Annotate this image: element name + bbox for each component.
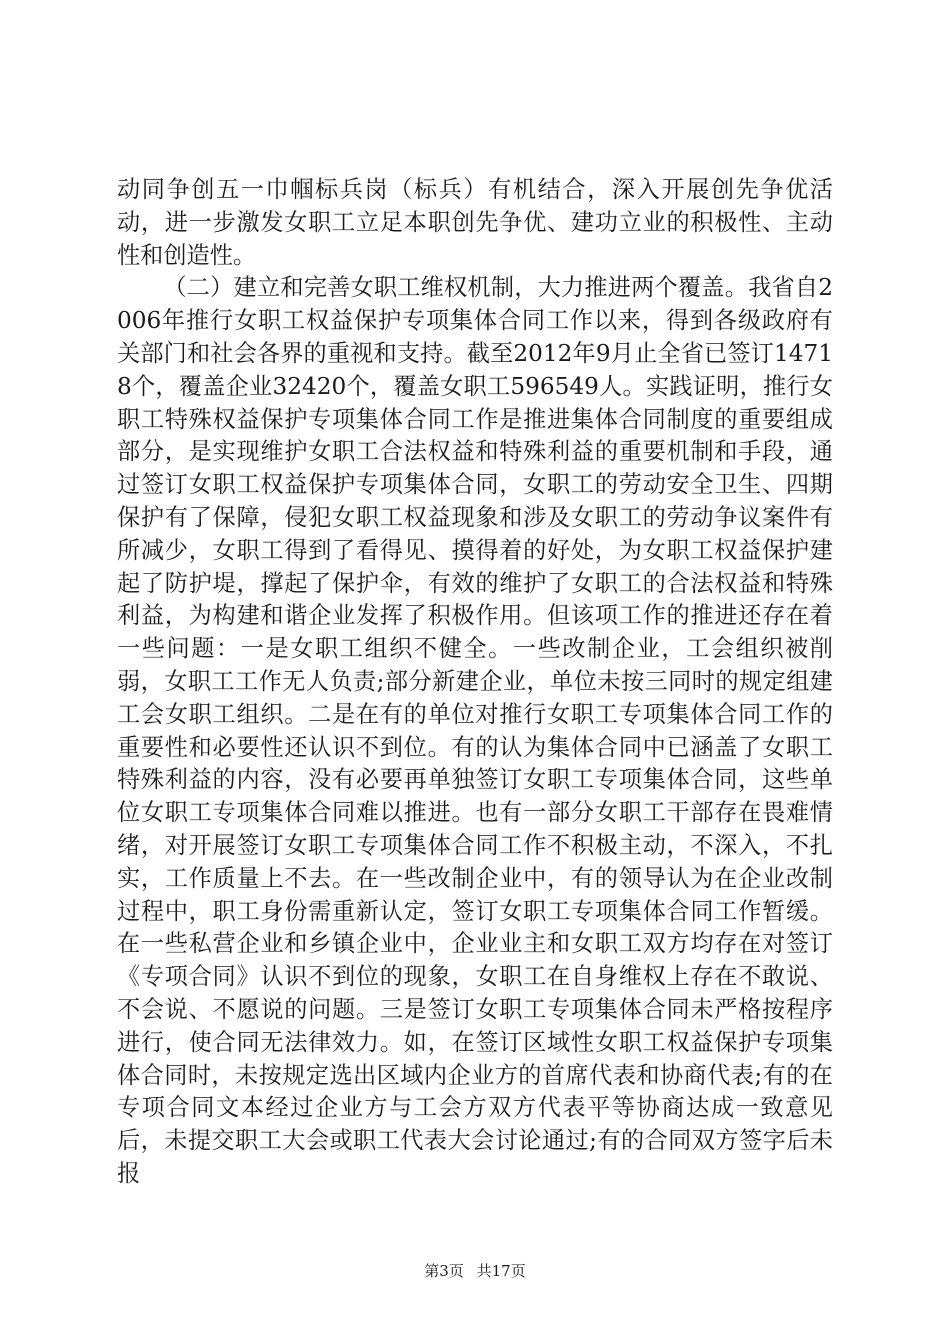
page-number-current: 第3页 bbox=[424, 1262, 464, 1280]
document-body bbox=[117, 174, 833, 1191]
paragraph-continuation: 动同争创五一巾帼标兵岗（标兵）有机结合，深入开展创先争优活动，进一步激发女职工立足本职创先争优、建功立业的积极性、主动性和创造性。 bbox=[117, 176, 833, 269]
page-footer bbox=[0, 1260, 950, 1281]
paragraph-section-two: （二）建立和完善女职工维权机制，大力推进两个覆盖。我省自2006年推行女职工权益保护专项集体合同工作以来，得到各级政府有关部门和社会各界的重视和支持。截至2012年9月止全省已签订14718个，覆盖企业32420个，覆盖女职工596549人。实践证明，推行女职工特殊权益保护专项集体合同工作是推进集体合同制度的重要组成部分，是实现维护女职工合法权益和特殊利益的重要机制和手段，通过签订女职工权益保护专项集体合同，女职工的劳动安全卫生、四期保护有了保障，侵犯女职工权益现象和涉及女职工的劳动争议案件有所减少，女职工得到了看得见、摸得着的好处，为女职工权益保护建起了防护堤，撑起了保护伞，有效的维护了女职工的合法权益和特殊利益，为构建和谐企业发挥了积极作用。但该项工作的推进还存在着一些问题：一是女职工组织不健全。一些改制企业，工会组织被削弱，女职工工作无人负责;部分新建企业，单位未按三同时的规定组建工会女职工组织。二是在有的单位对推行女职工专项集体合同工作的重要性和必要性还认识不到位。有的认为集体合同中已涵盖了女职工特殊利益的内容，没有必要再单独签订女职工专项集体合同，这些单位女职工专项集体合同难以推进。也有一部分女职工干部存在畏难情绪，对开展签订女职工专项集体合同工作不积极主动，不深入，不扎实，工作质量上不去。在一些改制企业中，有的领导认为在企业改制过程中，职工身份需重新认定，签订女职工专项集体合同工作暂缓。在一些私营企业和乡镇企业中，企业业主和女职工双方均存在对签订《专项合同》认识不到位的现象，女职工在自身维权上存在不敢说、不会说、不愿说的问题。三是签订女职工专项集体合同未严格按程序进行，使合同无法律效力。如，在签订区域性女职工权益保护专项集体合同时，未按规定选出区域内企业方的首席代表和协商代表;有的在专项合同文本经过企业方与工会方双方代表平等协商达成一致意见后，未提交职工大会或职工代表大会讨论通过;有的合同双方签字后未报 bbox=[117, 274, 833, 1187]
page-number-total: 共17页 bbox=[476, 1262, 526, 1280]
